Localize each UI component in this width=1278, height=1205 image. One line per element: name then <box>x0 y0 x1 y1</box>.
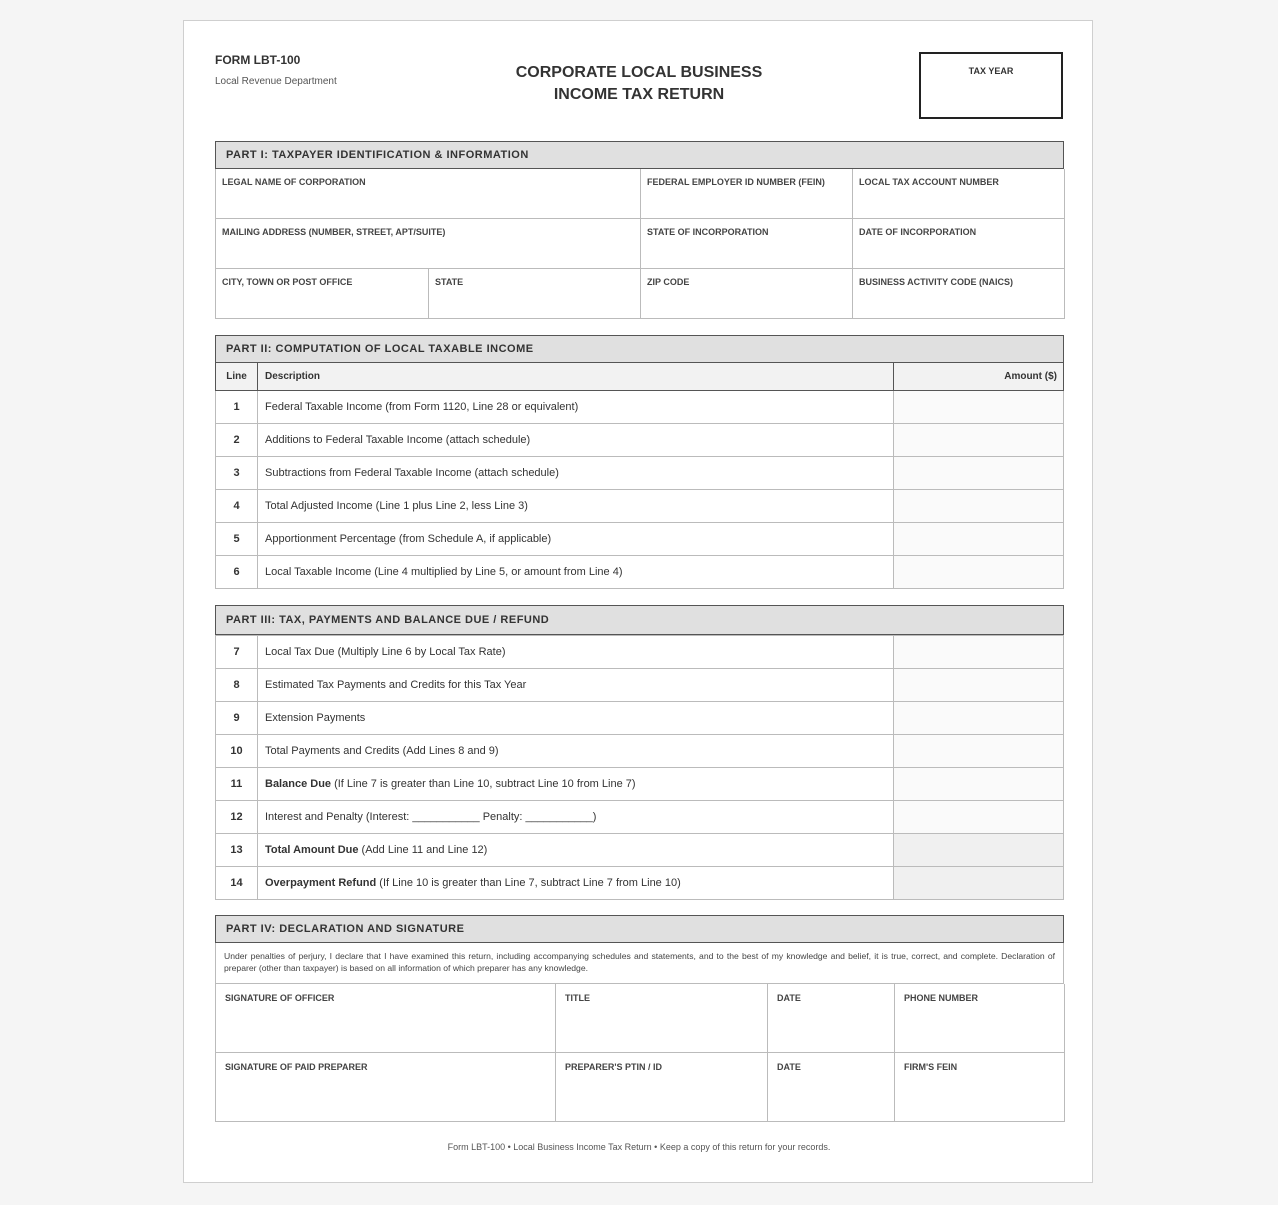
state-field[interactable] <box>429 269 641 319</box>
line-number: 2 <box>216 423 258 456</box>
officer-title-label: TITLE <box>565 993 590 1003</box>
naics-label: BUSINESS ACTIVITY CODE (NAICS) <box>859 277 1014 287</box>
tax-year-label: TAX YEAR <box>968 66 1014 76</box>
table-row <box>216 834 1064 867</box>
line-description-text: Extension Payments <box>265 712 366 724</box>
table-row <box>216 768 1064 801</box>
line-description-emphasis: Overpayment Refund <box>265 877 377 889</box>
line-description: Local Taxable Income (Line 4 multiplied by Line 5, or amount from Line 4) <box>258 555 894 588</box>
officer-signature-label: SIGNATURE OF OFFICER <box>225 993 335 1003</box>
line-description: Federal Taxable Income (from Form 1120, Line 28 or equivalent) <box>258 390 894 423</box>
line-description-text: (If Line 7 is greater than Line 10, subtract Line 10 from Line 7) <box>331 778 636 790</box>
line-description: Total Adjusted Income (Line 1 plus Line 2, less Line 3) <box>258 489 894 522</box>
line-number: 6 <box>216 555 258 588</box>
line-description-emphasis: Balance Due <box>265 778 332 790</box>
table-row <box>216 456 1064 489</box>
mailing-address-field[interactable] <box>216 219 641 269</box>
col-description-header: Description <box>258 363 894 390</box>
state-incorporation-field[interactable] <box>641 219 853 269</box>
table-row <box>216 867 1064 900</box>
amount-input[interactable] <box>894 522 1064 555</box>
preparer-signature-label: SIGNATURE OF PAID PREPARER <box>225 1062 368 1072</box>
tax-year-field[interactable] <box>919 52 1063 119</box>
line-number: 8 <box>216 669 258 702</box>
line-description <box>258 735 894 768</box>
city-field[interactable] <box>216 269 429 319</box>
part3-table <box>215 635 1064 900</box>
line-number: 1 <box>216 390 258 423</box>
line-description <box>258 867 894 900</box>
line-number: 5 <box>216 522 258 555</box>
line-number: 3 <box>216 456 258 489</box>
legal-name-field[interactable] <box>216 169 641 219</box>
city-label: CITY, TOWN OR POST OFFICE <box>222 277 353 287</box>
officer-title-field[interactable] <box>556 984 768 1053</box>
officer-date-field[interactable] <box>768 984 895 1053</box>
naics-field[interactable] <box>853 269 1065 319</box>
col-line-header: Line <box>216 363 258 390</box>
firm-fein-label: FIRM'S FEIN <box>904 1062 958 1072</box>
line-description <box>258 702 894 735</box>
local-account-field[interactable] <box>853 169 1065 219</box>
line-description-text: Local Tax Due (Multiply Line 6 by Local Tax Rate) <box>265 646 506 658</box>
officer-date-label: DATE <box>777 993 801 1003</box>
line-description <box>258 669 894 702</box>
amount-input[interactable] <box>894 768 1064 801</box>
preparer-date-label: DATE <box>777 1062 801 1072</box>
mailing-address-label: MAILING ADDRESS (NUMBER, STREET, APT/SUITE) <box>222 227 446 237</box>
form-page <box>183 20 1093 1183</box>
declaration-text: Under penalties of perjury, I declare that I have examined this return, including accompanying schedules and statements, and to the best of my knowledge and belief, it is true, correct, and complete. Declaration of preparer (other than taxpayer) is based on all information of which preparer has any knowledge. <box>215 943 1064 984</box>
line-number: 10 <box>216 735 258 768</box>
line-description <box>258 834 894 867</box>
line-description-text: Interest and Penalty (Interest: ___________ Penalty: ___________) <box>265 811 597 823</box>
table-row <box>216 423 1064 456</box>
part2-heading: PART II: COMPUTATION OF LOCAL TAXABLE INCOME <box>215 335 1064 363</box>
line-description-text: Estimated Tax Payments and Credits for this Tax Year <box>265 679 527 691</box>
line-number: 13 <box>216 834 258 867</box>
line-description-text: (Add Line 11 and Line 12) <box>358 844 488 856</box>
part4-heading: PART IV: DECLARATION AND SIGNATURE <box>215 915 1064 943</box>
line-description: Apportionment Percentage (from Schedule A, if applicable) <box>258 522 894 555</box>
part2-column-header <box>216 363 1064 390</box>
local-account-label: LOCAL TAX ACCOUNT NUMBER <box>859 177 999 187</box>
table-row <box>216 555 1064 588</box>
officer-signature-field[interactable] <box>216 984 556 1053</box>
state-label: STATE <box>435 277 464 287</box>
table-row <box>216 669 1064 702</box>
line-description-text: Total Payments and Credits (Add Lines 8 and 9) <box>265 745 499 757</box>
amount-input[interactable] <box>894 390 1064 423</box>
part2-table <box>215 363 1064 589</box>
amount-input[interactable] <box>894 555 1064 588</box>
table-row <box>216 735 1064 768</box>
table-row <box>216 801 1064 834</box>
fein-label: FEDERAL EMPLOYER ID NUMBER (FEIN) <box>647 177 825 187</box>
table-row <box>216 489 1064 522</box>
preparer-signature-field[interactable] <box>216 1053 556 1122</box>
line-number: 11 <box>216 768 258 801</box>
part1-heading: PART I: TAXPAYER IDENTIFICATION & INFORMATION <box>215 141 1064 169</box>
line-description <box>258 801 894 834</box>
form-id: FORM LBT-100 <box>215 53 301 67</box>
legal-name-label: LEGAL NAME OF CORPORATION <box>222 177 366 187</box>
footer-note: Form LBT-100 • Local Business Income Tax Return • Keep a copy of this return for your records. <box>447 1142 831 1152</box>
date-incorporation-label: DATE OF INCORPORATION <box>859 227 977 237</box>
form-title-line2: INCOME TAX RETURN <box>553 86 725 103</box>
line-description <box>258 768 894 801</box>
form-title-line1: CORPORATE LOCAL BUSINESS <box>515 64 763 81</box>
line-description-emphasis: Total Amount Due <box>265 844 359 856</box>
amount-input[interactable] <box>894 636 1064 669</box>
date-incorporation-field[interactable] <box>853 219 1065 269</box>
amount-input[interactable] <box>894 801 1064 834</box>
phone-field[interactable] <box>895 984 1065 1053</box>
department-name: Local Revenue Department <box>215 76 337 87</box>
line-number: 4 <box>216 489 258 522</box>
amount-input[interactable] <box>894 834 1064 867</box>
col-amount-header: Amount ($) <box>894 363 1064 390</box>
table-row <box>216 636 1064 669</box>
table-row <box>216 522 1064 555</box>
line-description-text: (If Line 10 is greater than Line 7, subtract Line 7 from Line 10) <box>376 877 681 889</box>
zip-label: ZIP CODE <box>647 277 690 287</box>
amount-input[interactable] <box>894 489 1064 522</box>
line-description <box>258 636 894 669</box>
preparer-ptin-field[interactable] <box>556 1053 768 1122</box>
preparer-ptin-label: PREPARER'S PTIN / ID <box>565 1062 662 1072</box>
preparer-date-field[interactable] <box>768 1053 895 1122</box>
amount-input[interactable] <box>894 735 1064 768</box>
line-description: Additions to Federal Taxable Income (attach schedule) <box>258 423 894 456</box>
part1-grid <box>215 169 1065 319</box>
state-incorporation-label: STATE OF INCORPORATION <box>647 227 769 237</box>
line-number: 12 <box>216 801 258 834</box>
amount-input[interactable] <box>894 423 1064 456</box>
part3-heading: PART III: TAX, PAYMENTS AND BALANCE DUE / REFUND <box>215 605 1064 635</box>
amount-input[interactable] <box>894 456 1064 489</box>
firm-fein-field[interactable] <box>895 1053 1065 1122</box>
signature-grid <box>215 984 1065 1122</box>
amount-input[interactable] <box>894 702 1064 735</box>
line-number: 9 <box>216 702 258 735</box>
phone-label: PHONE NUMBER <box>904 993 979 1003</box>
table-row <box>216 702 1064 735</box>
fein-field[interactable] <box>641 169 853 219</box>
line-description: Subtractions from Federal Taxable Income (attach schedule) <box>258 456 894 489</box>
table-row <box>216 390 1064 423</box>
zip-field[interactable] <box>641 269 853 319</box>
line-number: 7 <box>216 636 258 669</box>
line-number: 14 <box>216 867 258 900</box>
amount-input[interactable] <box>894 867 1064 900</box>
amount-input[interactable] <box>894 669 1064 702</box>
